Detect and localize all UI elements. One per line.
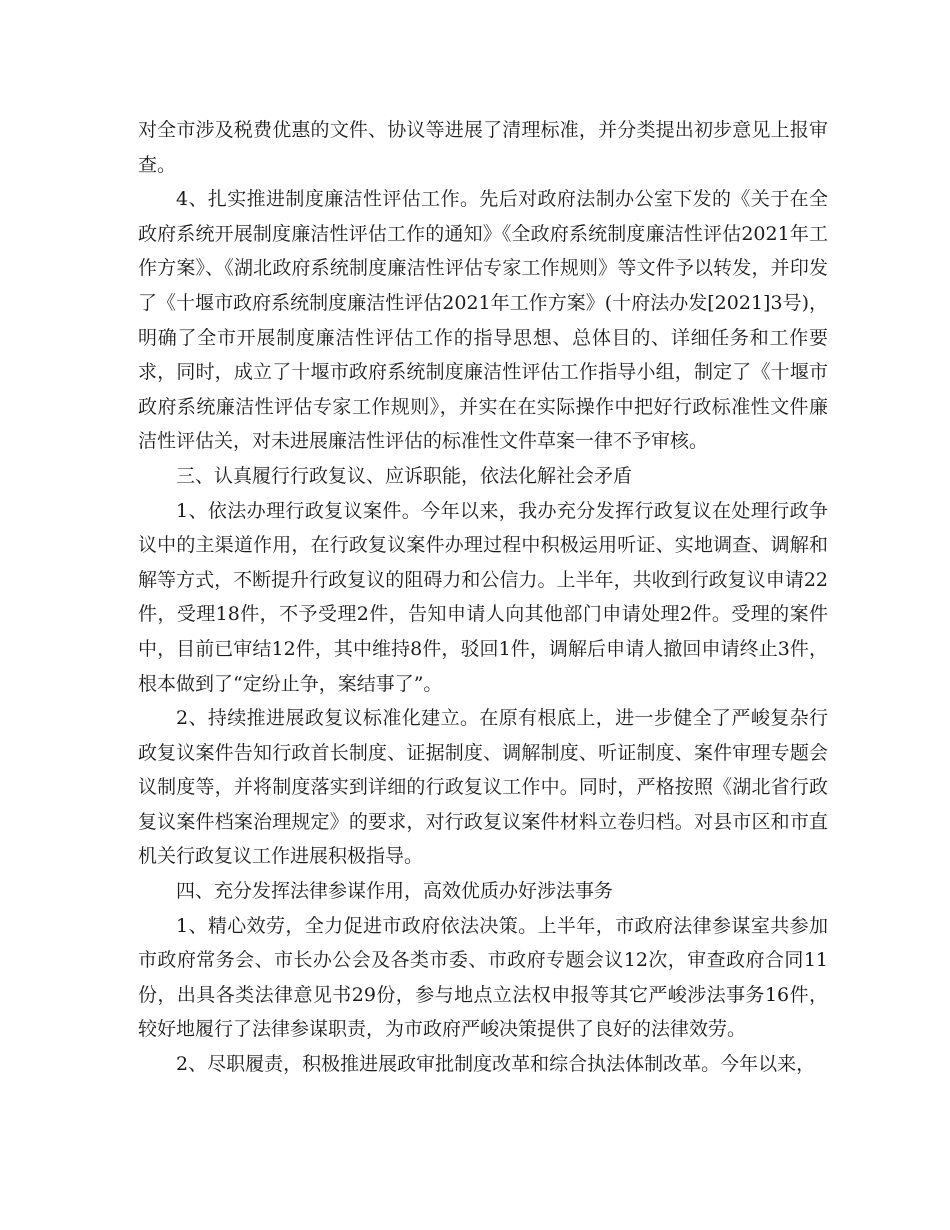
section-heading-3: 三、认真履行行政复议、应诉职能，依法化解社会矛盾 [176, 464, 633, 487]
paragraph-s3-item-1: 1、依法办理行政复议案件。今年以来，我办充分发挥行政复议在处理行政争议中的主渠道作用，在行政复议案件办理过程中积极运用听证、实地调查、调解和解等方式，不断提升行政复议的阻碍力和公信力。上半年，共收到行政复议申请22件，受理18件，不予受理2件，告知申请人向其他部门申请处理2件。受理的案件中，目前已审结12件，其中维持8件，驳回1件，调解后申请人撤回申请终止3件，根本做到了“定纷止争，案结事了”。 [138, 499, 828, 695]
paragraph-continuation: 对全市涉及税费优惠的文件、协议等进展了清理标准，并分类提出初步意见上报审查。 [138, 119, 828, 176]
paragraph-s3-item-2: 2、持续推进展政复议标准化建立。在原有根底上，进一步健全了严峻复杂行政复议案件告知行政首长制度、证据制度、调解制度、听证制度、案件审理专题会议制度等，并将制度落实到详细的行政复议工作中。同时，严格按照《湖北省行政复议案件档案治理规定》的要求，对行政复议案件材料立卷归档。对县市区和市直机关行政复议工作进展积极指导。 [138, 707, 828, 868]
paragraph-s4-item-2: 2、尽职履责，积极推进展政审批制度改革和综合执法体制改革。今年以来， [176, 1053, 816, 1076]
document-body [138, 113, 828, 1082]
paragraph-item-4: 4、扎实推进制度廉洁性评估工作。先后对政府法制办公室下发的《关于在全政府系统开展制度廉洁性评估工作的通知》《全政府系统制度廉洁性评估2021年工作方案》、《湖北政府系统制度廉洁性评估专家工作规则》等文件予以转发，并印发了《十堰市政府系统制度廉洁性评估2021年工作方案》(十府法办发[2021]3号)，明确了全市开展制度廉洁性评估工作的指导思想、总体目的、详细任务和工作要求，同时，成立了十堰市政府系统制度廉洁性评估工作指导小组，制定了《十堰市政府系统廉洁性评估专家工作规则》，并实在在实际操作中把好行政标准性文件廉洁性评估关，对未进展廉洁性评估的标准性文件草案一律不予审核。 [138, 188, 828, 453]
section-heading-4: 四、充分发挥法律参谋作用，高效优质办好涉法事务 [176, 880, 614, 903]
paragraph-s4-item-1: 1、精心效劳，全力促进市政府依法决策。上半年，市政府法律参谋室共参加市政府常务会、市长办公会及各类市委、市政府专题会议12次，审查政府合同11份，出具各类法律意见书29份，参与地点立法权申报等其它严峻涉法事务16件，较好地履行了法律参谋职责，为市政府严峻决策提供了良好的法律效劳。 [138, 914, 828, 1041]
